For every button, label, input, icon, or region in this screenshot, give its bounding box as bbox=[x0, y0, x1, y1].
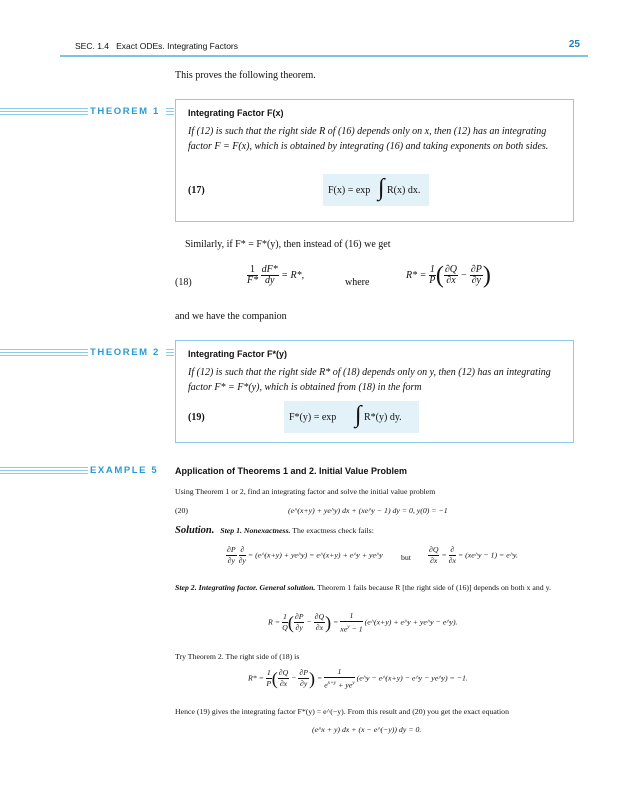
theorem1-body: If (12) is such that the right side R of (16) depends only on x, then (12) has an integrating factor F = F(x), which is obtained by integrating (16) and taking exponents on both sides. bbox=[188, 126, 549, 152]
step2-paragraph bbox=[175, 582, 575, 593]
eq17-formula bbox=[323, 174, 429, 206]
step1-line bbox=[175, 525, 374, 536]
check-but: but bbox=[401, 553, 411, 562]
eq18-where: where bbox=[345, 277, 370, 288]
theorem2-side-lines-right bbox=[166, 349, 174, 357]
eq18-rhs: = R*, bbox=[281, 269, 305, 281]
eq18-frac1-den: F* bbox=[247, 275, 259, 286]
theorem2-box bbox=[175, 340, 574, 443]
eq18-frac2-num: dF* bbox=[261, 264, 278, 275]
check-lhs: = (e^(x+y) + ye^y) = e^(x+y) + e^y + ye^y bbox=[247, 550, 383, 560]
eq20-number: (20) bbox=[175, 506, 188, 515]
rstar-eq-rhs: (e^y − e^(x+y) − e^y − ye^y) = −1. bbox=[356, 673, 468, 683]
theorem2-label: THEOREM 2 bbox=[90, 347, 160, 358]
eq20: (e^(x+y) + ye^y) dx + (xe^y − 1) dy = 0, y(0) = −1 bbox=[288, 506, 448, 515]
r-equation: R = $\frac{1}{Q}$ ( $\frac{\partial P}{\partial y}$ − $\frac{\partial Q}{\partial x}$ ) = $\frac{1}{xe^y - 1}$ (e^(x+y) + e^y + ye^y − e^y). bbox=[268, 611, 458, 634]
rstar-equation: R* = $\frac{1}{P}$ ( $\frac{\partial Q}{\partial x}$ − $\frac{\partial P}{\partial y}$ ) = $\frac{1}{e^{x+y} + ye^y}$ (e^y − e^(x+y) − e^y − ye^y) = −1. bbox=[248, 667, 468, 690]
eq18-f-num: 1 bbox=[429, 264, 435, 275]
companion-text: and we have the companion bbox=[175, 311, 287, 322]
solution-label: Solution. bbox=[175, 525, 215, 536]
try-text: Try Theorem 2. The right side of (18) is bbox=[175, 652, 300, 661]
eq18-d1-den: ∂x bbox=[446, 275, 456, 286]
theorem1-side-lines-right bbox=[166, 108, 174, 116]
eq18-d2-den: ∂y bbox=[471, 275, 481, 286]
intro-text: This proves the following theorem. bbox=[175, 70, 316, 81]
eq18-rstar: R* = bbox=[406, 269, 427, 281]
exactness-check: $\frac{\partial P}{\partial y}$ $\frac{\partial}{\partial y}$ = (e^(x+y) + ye^y) = e^(x+y) + e^y + ye^y bbox=[227, 545, 383, 565]
eq18-f-den: P bbox=[429, 275, 436, 286]
theorem2-side-lines bbox=[0, 349, 88, 357]
running-header bbox=[75, 41, 238, 51]
step1-label: Step 1. Nonexactness. bbox=[220, 526, 291, 535]
eq17-rhs: R(x) dx. bbox=[387, 185, 421, 196]
example5-label: EXAMPLE 5 bbox=[90, 465, 159, 476]
similarly-text: Similarly, if F* = F*(y), then instead of (16) we get bbox=[185, 239, 391, 250]
header-section: SEC. 1.4 bbox=[75, 41, 110, 51]
theorem2-eq-number: (19) bbox=[188, 412, 205, 423]
example5-side-lines bbox=[0, 467, 88, 475]
eq18-left bbox=[247, 265, 304, 286]
theorem1-eq-number: (17) bbox=[188, 185, 205, 196]
eq19-integral: ∫ bbox=[355, 402, 362, 428]
eq19-lhs: F*(y) = exp bbox=[289, 412, 337, 423]
eq19-formula bbox=[284, 401, 419, 433]
final-equation: (e^x + y) dx + (x − e^(−y)) dy = 0. bbox=[312, 725, 422, 734]
header-title: Exact ODEs. Integrating Factors bbox=[116, 41, 239, 51]
r-eq-rhs: (e^(x+y) + e^y + ye^y − e^y). bbox=[364, 617, 458, 627]
step2-text: Theorem 1 fails because R [the right side of (16)] depends on both x and y. bbox=[317, 583, 551, 592]
eq18-minus: − bbox=[460, 269, 468, 281]
eq18-number: (18) bbox=[175, 277, 192, 288]
example5-title: Application of Theorems 1 and 2. Initial Value Problem bbox=[175, 466, 408, 476]
step2-label: Step 2. Integrating factor. General solution. bbox=[175, 583, 316, 592]
eq18-frac1-num: 1 bbox=[247, 265, 258, 276]
eq19-rhs: R*(y) dy. bbox=[364, 412, 402, 423]
header-rule bbox=[60, 55, 588, 57]
eq18-frac2-den: dy bbox=[264, 275, 275, 286]
check-rhs: = (xe^y − 1) = e^y. bbox=[457, 550, 518, 560]
theorem1-label: THEOREM 1 bbox=[90, 106, 160, 117]
example5-intro: Using Theorem 1 or 2, find an integrating factor and solve the initial value problem bbox=[175, 487, 436, 496]
theorem2-body: If (12) is such that the right side R* of (18) depends only on y, then (12) has an integrating factor F* = F*(y), which is obtained from (18) in the form bbox=[188, 367, 551, 393]
step1-text: The exactness check fails: bbox=[292, 526, 374, 535]
eq18-d1-num: ∂Q bbox=[444, 264, 458, 275]
page-number: 25 bbox=[568, 39, 580, 50]
eq17-lhs: F(x) = exp bbox=[328, 185, 371, 196]
theorem2-title: Integrating Factor F*(y) bbox=[188, 349, 288, 359]
eq17-integral: ∫ bbox=[378, 175, 385, 201]
eq18-right: R* = $\frac{1}{P}$ ( $\frac{\partial Q}{\partial x}$ − $\frac{\partial P}{\partial y}$ ) bbox=[406, 262, 491, 289]
theorem1-title: Integrating Factor F(x) bbox=[188, 108, 284, 118]
theorem1-box bbox=[175, 99, 574, 222]
exactness-check-right: $\frac{\partial Q}{\partial x}$ = $\frac{\partial}{\partial x}$ = (xe^y − 1) = e^y. bbox=[429, 545, 518, 565]
theorem1-side-lines bbox=[0, 108, 88, 116]
hence-text: Hence (19) gives the integrating factor F*(y) = e^(−y). From this result and (20) you get the exact equation bbox=[175, 707, 509, 716]
eq18-d2-num: ∂P bbox=[470, 264, 482, 275]
